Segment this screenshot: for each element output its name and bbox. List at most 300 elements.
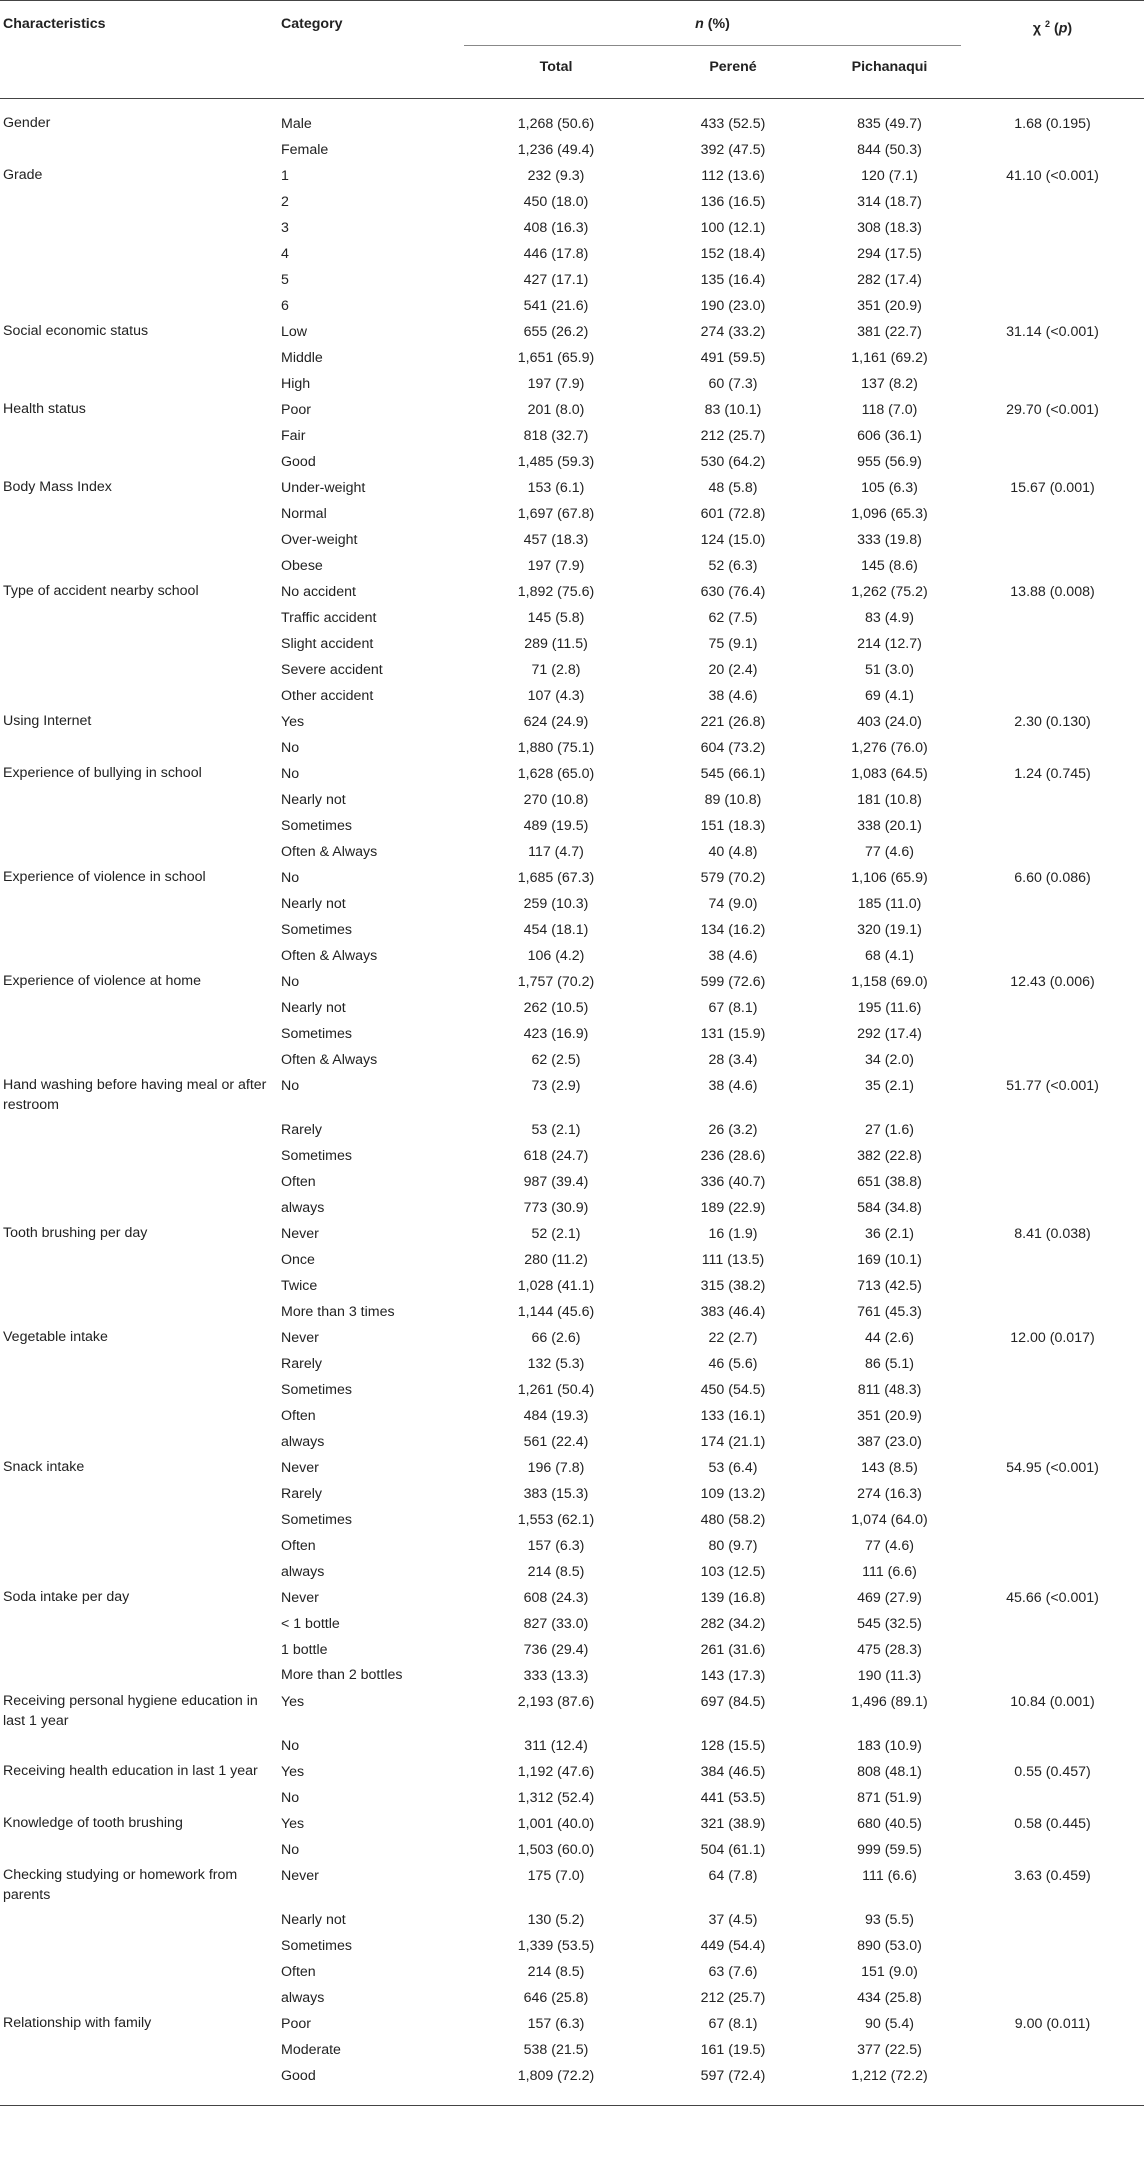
total-value: 62 (2.5) <box>531 1052 581 1068</box>
category-label: Good <box>281 2068 316 2084</box>
pichanaqui-value: 105 (6.3) <box>861 480 918 496</box>
characteristic-label: Checking studying or homework from parents <box>3 1867 238 1903</box>
pichanaqui-value: 69 (4.1) <box>865 688 914 704</box>
category-label: Good <box>281 454 316 470</box>
characteristic-empty <box>0 683 281 709</box>
pichanaqui-value: 137 (8.2) <box>861 376 918 392</box>
perene-value: 530 (64.2) <box>700 454 766 470</box>
total-value: 196 (7.8) <box>527 1460 585 1476</box>
perene-value: 67 (8.1) <box>708 2016 758 2032</box>
total-value: 818 (32.7) <box>523 428 589 444</box>
chi-square-value: 2.30 (0.130) <box>1014 714 1091 730</box>
characteristic-empty <box>0 2063 281 2089</box>
chi-square-empty <box>961 1637 1144 1663</box>
pichanaqui-value: 382 (22.8) <box>857 1148 922 1164</box>
characteristic-empty <box>0 917 281 943</box>
chi-square-empty <box>961 371 1144 397</box>
chi-square-empty <box>961 1907 1144 1933</box>
total-value: 1,485 (59.3) <box>517 454 595 470</box>
table-row <box>0 1811 1144 1837</box>
table-row <box>0 1637 1144 1663</box>
total-value: 618 (24.7) <box>523 1148 589 1164</box>
perene-value: 139 (16.8) <box>700 1590 766 1606</box>
chi-square-value: 15.67 (0.001) <box>1010 480 1095 496</box>
pichanaqui-value: 120 (7.1) <box>861 168 918 184</box>
header-p: p <box>1058 20 1068 37</box>
perene-value: 53 (6.4) <box>708 1460 758 1476</box>
total-value: 1,892 (75.6) <box>517 584 595 600</box>
perene-value: 62 (7.5) <box>708 610 758 626</box>
total-value: 280 (11.2) <box>524 1252 588 1268</box>
total-value: 1,192 (47.6) <box>517 1764 595 1780</box>
pichanaqui-value: 844 (50.3) <box>857 142 922 158</box>
pichanaqui-value: 44 (2.6) <box>865 1330 914 1346</box>
chi-square-empty <box>961 605 1144 631</box>
total-value: 1,236 (49.4) <box>517 142 595 158</box>
total-value: 489 (19.5) <box>523 818 589 834</box>
chi-square-empty <box>961 917 1144 943</box>
table-row <box>0 1559 1144 1585</box>
table-row <box>0 1507 1144 1533</box>
chi-square-empty <box>961 1273 1144 1299</box>
total-value: 1,651 (65.9) <box>517 350 595 366</box>
pichanaqui-value: 282 (17.4) <box>857 272 922 288</box>
header-pct: (%) <box>703 16 730 32</box>
perene-value: 40 (4.8) <box>708 844 758 860</box>
perene-value: 136 (16.5) <box>700 194 766 210</box>
total-value: 1,268 (50.6) <box>517 116 595 132</box>
perene-value: 579 (70.2) <box>700 870 766 886</box>
pichanaqui-value: 86 (5.1) <box>865 1356 914 1372</box>
table-row <box>0 1351 1144 1377</box>
table-row <box>0 1985 1144 2011</box>
pichanaqui-value: 545 (32.5) <box>857 1616 922 1632</box>
characteristic-empty <box>0 1959 281 1985</box>
category-label: Often <box>281 1174 316 1190</box>
table-row <box>0 709 1144 735</box>
pichanaqui-value: 333 (19.8) <box>857 532 922 548</box>
pichanaqui-value: 292 (17.4) <box>857 1026 922 1042</box>
total-value: 1,312 (52.4) <box>517 1790 595 1806</box>
category-label: Never <box>281 1590 319 1606</box>
pichanaqui-value: 475 (28.3) <box>857 1642 922 1658</box>
table-row <box>0 163 1144 189</box>
chi-square-empty <box>961 293 1144 319</box>
table-row <box>0 345 1144 371</box>
characteristic-empty <box>0 241 281 267</box>
characteristic-label: Experience of bullying in school <box>3 765 202 781</box>
characteristic-empty <box>0 1403 281 1429</box>
characteristic-empty <box>0 345 281 371</box>
table-row <box>0 995 1144 1021</box>
chi-square-empty <box>961 1429 1144 1455</box>
total-value: 608 (24.3) <box>523 1590 589 1606</box>
perene-value: 212 (25.7) <box>700 428 766 444</box>
category-label: Nearly not <box>281 1000 346 1016</box>
chi-square-value: 1.24 (0.745) <box>1014 766 1091 782</box>
characteristic-empty <box>0 1985 281 2011</box>
perene-value: 321 (38.9) <box>700 1816 766 1832</box>
perene-value: 135 (16.4) <box>700 272 766 288</box>
perene-value: 336 (40.7) <box>700 1174 766 1190</box>
chi-square-value: 13.88 (0.008) <box>1010 584 1095 600</box>
chi-square-value: 41.10 (<0.001) <box>1006 168 1099 184</box>
table-row <box>0 1733 1144 1759</box>
perene-value: 46 (5.6) <box>708 1356 758 1372</box>
table-row <box>0 1959 1144 1985</box>
perene-value: 450 (54.5) <box>700 1382 766 1398</box>
total-value: 561 (22.4) <box>523 1434 589 1450</box>
pichanaqui-value: 314 (18.7) <box>857 194 922 210</box>
table-row <box>0 631 1144 657</box>
header-chi: χ <box>1032 20 1042 37</box>
category-label: Often <box>281 1538 316 1554</box>
header-p-close: ) <box>1067 20 1073 37</box>
total-value: 1,553 (62.1) <box>517 1512 595 1528</box>
category-label: 2 <box>281 194 289 210</box>
chi-square-empty <box>961 553 1144 579</box>
chi-square-empty <box>961 1021 1144 1047</box>
category-label: Sometimes <box>281 1026 352 1042</box>
perene-value: 112 (13.6) <box>701 168 765 184</box>
total-value: 457 (18.3) <box>523 532 589 548</box>
chi-square-empty <box>961 813 1144 839</box>
characteristic-empty <box>0 943 281 969</box>
category-label: No <box>281 870 300 886</box>
category-label: Male <box>281 116 312 132</box>
total-value: 71 (2.8) <box>531 662 581 678</box>
chi-square-empty <box>961 1143 1144 1169</box>
pichanaqui-value: 1,083 (64.5) <box>851 766 928 782</box>
characteristic-empty <box>0 189 281 215</box>
total-value: 333 (13.3) <box>523 1668 589 1684</box>
characteristic-empty <box>0 501 281 527</box>
category-label: No <box>281 1842 300 1858</box>
chi-square-value: 10.84 (0.001) <box>1010 1694 1095 1710</box>
perene-value: 111 (13.5) <box>701 1252 765 1268</box>
perene-value: 22 (2.7) <box>708 1330 758 1346</box>
category-label: < 1 bottle <box>281 1616 340 1632</box>
category-label: Traffic accident <box>281 610 377 626</box>
characteristic-empty <box>0 1611 281 1637</box>
total-value: 1,757 (70.2) <box>517 974 595 990</box>
perene-value: 60 (7.3) <box>708 376 758 392</box>
chi-square-value: 12.00 (0.017) <box>1010 1330 1095 1346</box>
characteristic-empty <box>0 1837 281 1863</box>
table-row <box>0 1933 1144 1959</box>
total-value: 450 (18.0) <box>523 194 589 210</box>
chi-square-value: 29.70 (<0.001) <box>1006 402 1099 418</box>
total-value: 232 (9.3) <box>527 168 585 184</box>
table-row <box>0 735 1144 761</box>
total-value: 130 (5.2) <box>527 1912 585 1928</box>
table-row <box>0 1021 1144 1047</box>
perene-value: 597 (72.4) <box>700 2068 766 2084</box>
chi-square-empty <box>961 527 1144 553</box>
perene-value: 83 (10.1) <box>704 402 762 418</box>
table-row <box>0 527 1144 553</box>
chi-square-empty <box>961 1481 1144 1507</box>
characteristic-label: Health status <box>3 401 86 417</box>
perene-value: 89 (10.8) <box>704 792 762 808</box>
pichanaqui-value: 190 (11.3) <box>857 1668 922 1684</box>
category-label: No <box>281 1738 300 1754</box>
total-value: 107 (4.3) <box>527 688 585 704</box>
perene-value: 236 (28.6) <box>700 1148 766 1164</box>
characteristic-label: Experience of violence in school <box>3 869 206 885</box>
table-row <box>0 657 1144 683</box>
pichanaqui-value: 143 (8.5) <box>861 1460 918 1476</box>
category-label: Often & Always <box>281 948 378 964</box>
pichanaqui-value: 811 (48.3) <box>857 1382 922 1398</box>
chi-square-empty <box>961 1785 1144 1811</box>
characteristic-empty <box>0 735 281 761</box>
pichanaqui-value: 118 (7.0) <box>861 402 918 418</box>
table-row <box>0 423 1144 449</box>
perene-value: 26 (3.2) <box>708 1122 758 1138</box>
chi-square-empty <box>961 1403 1144 1429</box>
category-label: Never <box>281 1226 319 1242</box>
chi-square-value: 12.43 (0.006) <box>1010 974 1095 990</box>
characteristic-empty <box>0 423 281 449</box>
characteristic-empty <box>0 1933 281 1959</box>
chi-square-empty <box>961 891 1144 917</box>
pichanaqui-value: 90 (5.4) <box>865 2016 914 2032</box>
header-total: Total <box>539 59 573 75</box>
characteristic-empty <box>0 605 281 631</box>
characteristic-empty <box>0 553 281 579</box>
category-label: Yes <box>281 1764 305 1780</box>
total-value: 1,697 (67.8) <box>517 506 595 522</box>
chi-square-empty <box>961 189 1144 215</box>
table-row <box>0 1403 1144 1429</box>
perene-value: 124 (15.0) <box>700 532 766 548</box>
header-category: Category <box>281 16 343 32</box>
total-value: 1,628 (65.0) <box>517 766 595 782</box>
characteristic-empty <box>0 1117 281 1143</box>
chi-square-empty <box>961 1299 1144 1325</box>
total-value: 132 (5.3) <box>527 1356 585 1372</box>
category-label: Often <box>281 1408 316 1424</box>
category-label: Obese <box>281 558 323 574</box>
characteristic-empty <box>0 137 281 163</box>
characteristic-label: Snack intake <box>3 1459 85 1475</box>
table-row <box>0 1247 1144 1273</box>
chi-square-empty <box>961 1559 1144 1585</box>
table-row <box>0 1073 1144 1117</box>
total-value: 655 (26.2) <box>523 324 589 340</box>
perene-value: 131 (15.9) <box>700 1026 766 1042</box>
pichanaqui-value: 1,276 (76.0) <box>851 740 928 756</box>
pichanaqui-value: 185 (11.0) <box>857 896 922 912</box>
category-label: Middle <box>281 350 323 366</box>
perene-value: 75 (9.1) <box>708 636 758 652</box>
chi-square-empty <box>961 1169 1144 1195</box>
pichanaqui-value: 890 (53.0) <box>857 1938 922 1954</box>
category-label: Severe accident <box>281 662 383 678</box>
table-row <box>0 1429 1144 1455</box>
table-row <box>0 1377 1144 1403</box>
characteristic-label: Grade <box>3 167 43 183</box>
perene-value: 63 (7.6) <box>708 1964 758 1980</box>
total-value: 541 (21.6) <box>523 298 589 314</box>
perene-value: 212 (25.7) <box>700 1990 766 2006</box>
pichanaqui-value: 606 (36.1) <box>857 428 922 444</box>
header-chi-square <box>961 1 1144 99</box>
perene-value: 383 (46.4) <box>700 1304 766 1320</box>
category-label: Yes <box>281 714 305 730</box>
perene-value: 38 (4.6) <box>708 688 758 704</box>
chi-square-empty <box>961 1959 1144 1985</box>
total-value: 175 (7.0) <box>527 1868 585 1884</box>
chi-square-empty <box>961 683 1144 709</box>
total-value: 646 (25.8) <box>523 1990 589 2006</box>
chi-square-empty <box>961 1663 1144 1689</box>
perene-value: 384 (46.5) <box>700 1764 766 1780</box>
perene-value: 433 (52.5) <box>700 116 766 132</box>
table-body <box>0 99 1144 2106</box>
category-label: Never <box>281 1868 319 1884</box>
total-value: 157 (6.3) <box>527 1538 585 1554</box>
perene-value: 189 (22.9) <box>700 1200 766 1216</box>
table-row <box>0 1195 1144 1221</box>
chi-square-empty <box>961 2063 1144 2089</box>
chi-square-empty <box>961 1837 1144 1863</box>
perene-value: 100 (12.1) <box>700 220 766 236</box>
table-header <box>0 1 1144 99</box>
category-label: 5 <box>281 272 289 288</box>
perene-value: 174 (21.1) <box>700 1434 766 1450</box>
perene-value: 604 (73.2) <box>700 740 766 756</box>
table-row <box>0 371 1144 397</box>
total-value: 454 (18.1) <box>523 922 589 938</box>
chi-square-empty <box>961 423 1144 449</box>
table-row <box>0 1221 1144 1247</box>
chi-square-empty <box>961 1507 1144 1533</box>
pichanaqui-value: 308 (18.3) <box>857 220 922 236</box>
chi-square-empty <box>961 267 1144 293</box>
characteristic-empty <box>0 1169 281 1195</box>
pichanaqui-value: 1,212 (72.2) <box>851 2068 928 2084</box>
chi-square-value: 54.95 (<0.001) <box>1006 1460 1099 1476</box>
total-value: 1,144 (45.6) <box>517 1304 595 1320</box>
characteristic-empty <box>0 2037 281 2063</box>
chi-square-value: 8.41 (0.038) <box>1014 1226 1091 1242</box>
table-row <box>0 605 1144 631</box>
pichanaqui-value: 111 (6.6) <box>862 1564 917 1580</box>
characteristic-empty <box>0 995 281 1021</box>
characteristic-empty <box>0 371 281 397</box>
table-row <box>0 683 1144 709</box>
table-row <box>0 1325 1144 1351</box>
table-row <box>0 189 1144 215</box>
total-value: 427 (17.1) <box>523 272 589 288</box>
chi-square-value: 51.77 (<0.001) <box>1006 1078 1099 1094</box>
characteristic-label: Knowledge of tooth brushing <box>3 1815 183 1831</box>
table-row <box>0 449 1144 475</box>
table-row <box>0 839 1144 865</box>
total-value: 262 (10.5) <box>523 1000 589 1016</box>
category-label: Yes <box>281 1816 305 1832</box>
characteristic-empty <box>0 1785 281 1811</box>
table-row <box>0 553 1144 579</box>
category-label: 4 <box>281 246 289 262</box>
perene-value: 161 (19.5) <box>700 2042 766 2058</box>
total-value: 214 (8.5) <box>527 1964 585 1980</box>
chi-square-empty <box>961 943 1144 969</box>
characteristic-label: Vegetable intake <box>3 1329 108 1345</box>
characteristic-label: Tooth brushing per day <box>3 1225 148 1241</box>
table-row <box>0 2011 1144 2037</box>
category-label: Moderate <box>281 2042 341 2058</box>
perene-value: 315 (38.2) <box>700 1278 766 1294</box>
category-label: Rarely <box>281 1122 322 1138</box>
perene-value: 64 (7.8) <box>708 1868 758 1884</box>
pichanaqui-value: 835 (49.7) <box>857 116 922 132</box>
total-value: 311 (12.4) <box>524 1738 588 1754</box>
characteristic-empty <box>0 1507 281 1533</box>
pichanaqui-value: 403 (24.0) <box>857 714 922 730</box>
pichanaqui-value: 195 (11.6) <box>857 1000 922 1016</box>
characteristic-empty <box>0 813 281 839</box>
chi-square-empty <box>961 1047 1144 1073</box>
category-label: always <box>281 1990 325 2006</box>
total-value: 1,503 (60.0) <box>517 1842 595 1858</box>
table-row <box>0 1533 1144 1559</box>
characteristic-empty <box>0 267 281 293</box>
category-label: Poor <box>281 402 311 418</box>
header-n-percent <box>464 1 961 46</box>
table-row <box>0 137 1144 163</box>
characteristic-label: Type of accident nearby school <box>3 583 199 599</box>
total-value: 1,685 (67.3) <box>517 870 595 886</box>
category-label: Sometimes <box>281 922 352 938</box>
perene-value: 190 (23.0) <box>700 298 766 314</box>
table-row <box>0 111 1144 137</box>
pichanaqui-value: 351 (20.9) <box>857 1408 922 1424</box>
characteristic-empty <box>0 1273 281 1299</box>
total-value: 153 (6.1) <box>527 480 585 496</box>
header-characteristics: Characteristics <box>3 16 106 32</box>
total-value: 773 (30.9) <box>523 1200 589 1216</box>
pichanaqui-value: 183 (10.9) <box>857 1738 922 1754</box>
header-pichanaqui: Pichanaqui <box>851 59 928 75</box>
table-row <box>0 1299 1144 1325</box>
table-row <box>0 1455 1144 1481</box>
characteristic-empty <box>0 631 281 657</box>
chi-square-value: 45.66 (<0.001) <box>1006 1590 1099 1606</box>
pichanaqui-value: 77 (4.6) <box>865 844 914 860</box>
table-row <box>0 787 1144 813</box>
chi-square-value: 0.55 (0.457) <box>1014 1764 1091 1780</box>
perene-value: 38 (4.6) <box>708 948 758 964</box>
pichanaqui-value: 93 (5.5) <box>865 1912 914 1928</box>
category-label: Sometimes <box>281 1148 352 1164</box>
category-label: Slight accident <box>281 636 374 652</box>
category-label: Twice <box>281 1278 318 1294</box>
pichanaqui-value: 274 (16.3) <box>857 1486 922 1502</box>
pichanaqui-value: 36 (2.1) <box>865 1226 914 1242</box>
category-label: Over-weight <box>281 532 358 548</box>
table-row <box>0 397 1144 423</box>
total-value: 2,193 (87.6) <box>517 1694 595 1710</box>
table-row <box>0 1785 1144 1811</box>
pichanaqui-value: 713 (42.5) <box>857 1278 922 1294</box>
table-row <box>0 501 1144 527</box>
category-label: No accident <box>281 584 356 600</box>
total-value: 145 (5.8) <box>527 610 585 626</box>
characteristic-empty <box>0 215 281 241</box>
